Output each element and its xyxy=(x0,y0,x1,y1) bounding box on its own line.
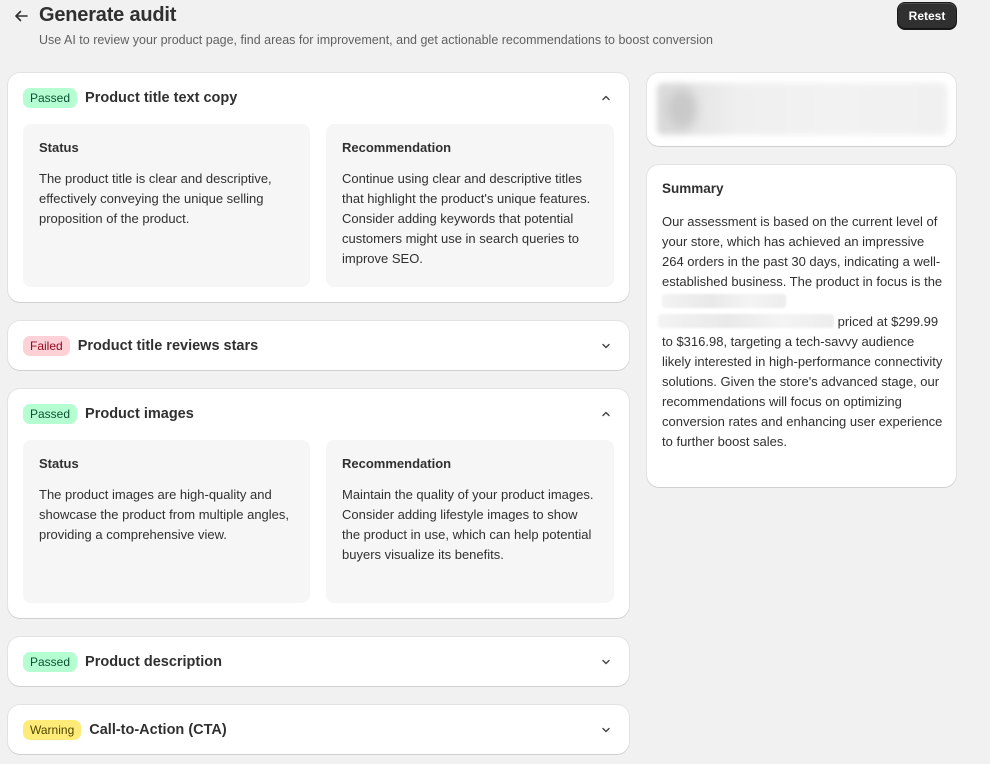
audit-card-title: Call-to-Action (CTA) xyxy=(89,722,227,738)
audit-card-title-text-copy xyxy=(8,73,629,302)
summary-text-part1: Our assessment is based on the current level of your store, which has achieved an impressive 264 orders in the past 30 days, indicating a well-established business. The product in focus is the xyxy=(662,214,943,289)
status-text: The product title is clear and descriptive, effectively conveying the unique selling proposition of the product. xyxy=(39,171,272,226)
recommendation-panel xyxy=(326,440,614,603)
audit-card-header[interactable] xyxy=(8,73,629,123)
status-badge: Warning xyxy=(23,720,81,740)
status-panel xyxy=(23,124,310,287)
redacted-product-name xyxy=(662,294,786,308)
audit-card-header[interactable] xyxy=(8,705,629,755)
status-badge: Passed xyxy=(23,88,77,108)
audit-card-title: Product images xyxy=(85,406,194,422)
page-subtitle: Use AI to review your product page, find areas for improvement, and get actionable recommendations to boost conversion xyxy=(39,33,713,47)
recommendation-heading: Recommendation xyxy=(342,140,452,155)
arrow-left-icon xyxy=(13,8,29,24)
product-preview-card xyxy=(647,73,956,146)
product-thumbnail xyxy=(657,83,947,135)
chevron-down-icon xyxy=(600,656,612,668)
summary-text xyxy=(662,212,945,452)
status-badge: Failed xyxy=(23,336,70,356)
recommendation-text: Continue using clear and descriptive titles that highlight the product's unique features. Consider adding keywords that potential customers might use in search queries to improve SEO. xyxy=(342,171,591,266)
expand-button[interactable] xyxy=(599,655,613,669)
status-text: The product images are high-quality and showcase the product from multiple angles, providing a comprehensive view. xyxy=(39,487,290,542)
summary-text-part2: priced at $299.99 to $316.98, targeting a tech-savvy audience likely interested in high-performance connectivity solutions. Given the store's advanced stage, our recommendations will focus on optimizing conversion rates and enhancing user experience to further boost sales. xyxy=(662,314,943,449)
expand-button[interactable] xyxy=(599,723,613,737)
status-panel xyxy=(23,440,310,603)
chevron-up-icon xyxy=(600,92,612,104)
product-image-blur xyxy=(667,89,697,129)
audit-card-header[interactable] xyxy=(8,389,629,439)
chevron-down-icon xyxy=(600,340,612,352)
audit-card-header[interactable] xyxy=(8,637,629,687)
page-header xyxy=(0,0,990,60)
recommendation-heading: Recommendation xyxy=(342,456,452,471)
back-button[interactable] xyxy=(10,5,32,27)
status-heading: Status xyxy=(39,140,79,155)
audit-card-product-description xyxy=(8,637,629,686)
audit-card-title: Product description xyxy=(85,654,222,670)
status-heading: Status xyxy=(39,456,79,471)
redacted-product-name-continued xyxy=(658,314,834,328)
recommendation-panel xyxy=(326,124,614,287)
retest-button[interactable]: Retest xyxy=(897,2,957,30)
audit-card-product-images xyxy=(8,389,629,618)
status-badge: Passed xyxy=(23,652,77,672)
audit-card-cta xyxy=(8,705,629,754)
collapse-button[interactable] xyxy=(599,407,613,421)
collapse-button[interactable] xyxy=(599,91,613,105)
summary-heading: Summary xyxy=(662,181,724,196)
audit-card-header[interactable] xyxy=(8,321,629,371)
chevron-up-icon xyxy=(600,408,612,420)
page-title: Generate audit xyxy=(39,4,177,26)
summary-card xyxy=(647,165,956,487)
expand-button[interactable] xyxy=(599,339,613,353)
chevron-down-icon xyxy=(600,724,612,736)
recommendation-text: Maintain the quality of your product images. Consider adding lifestyle images to show the product in use, which can help potential buyers visualize its benefits. xyxy=(342,487,594,562)
status-badge: Passed xyxy=(23,404,77,424)
audit-card-title: Product title reviews stars xyxy=(77,338,259,354)
audit-card-title: Product title text copy xyxy=(85,90,238,106)
audit-card-reviews-stars xyxy=(8,321,629,370)
